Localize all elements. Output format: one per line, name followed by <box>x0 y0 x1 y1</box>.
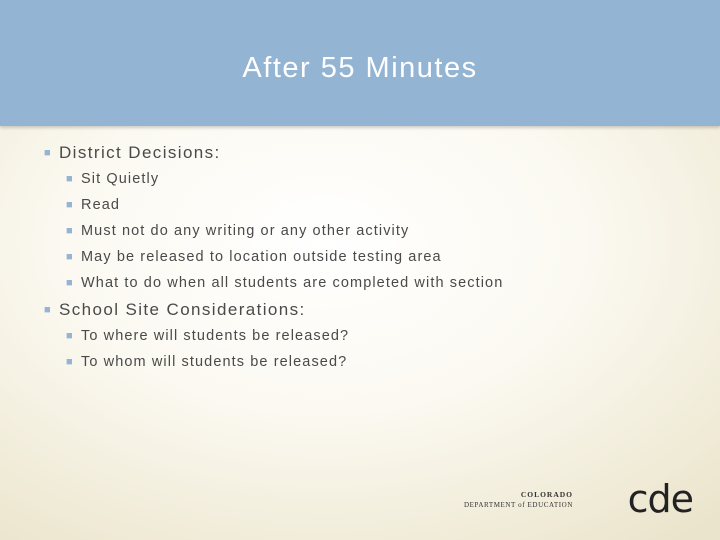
bullet-label: District Decisions: <box>59 143 221 162</box>
title-banner <box>0 0 720 126</box>
square-bullet-icon: ■ <box>66 173 74 185</box>
logo-line-colorado: COLORADO <box>520 490 573 499</box>
sub-bullet <box>66 192 684 218</box>
sub-bullet <box>66 244 684 270</box>
square-bullet-icon: ■ <box>66 199 74 211</box>
bullet-school-site-considerations <box>44 297 684 323</box>
bullet-district-decisions <box>44 140 684 166</box>
cde-logo <box>463 477 693 521</box>
sub-bullet <box>66 349 684 375</box>
square-bullet-icon: ■ <box>66 251 74 263</box>
sub-bullet-text: To where will students be released? <box>81 328 350 344</box>
sub-bullet-text: To whom will students be released? <box>81 354 348 370</box>
sub-bullet-text: May be released to location outside testing area <box>81 249 442 265</box>
bullet-label: School Site Considerations: <box>59 300 306 319</box>
square-bullet-icon: ■ <box>66 225 74 237</box>
sub-bullet <box>66 323 684 349</box>
logo-line-department: DEPARTMENT of EDUCATION <box>463 501 573 509</box>
slide-title: After 55 Minutes <box>242 52 478 84</box>
sub-bullet <box>66 166 684 192</box>
sub-bullet-text: Read <box>81 197 121 213</box>
sub-bullet <box>66 270 684 296</box>
square-bullet-icon: ■ <box>44 147 53 159</box>
square-bullet-icon: ■ <box>44 304 53 316</box>
sub-bullet-text: Sit Quietly <box>81 171 160 187</box>
sub-bullet <box>66 218 684 244</box>
bullet-list <box>44 140 684 375</box>
square-bullet-icon: ■ <box>66 356 74 368</box>
square-bullet-icon: ■ <box>66 330 74 342</box>
square-bullet-icon: ■ <box>66 277 74 289</box>
logo-wordmark <box>464 490 573 510</box>
logo-mark-cde: cde <box>627 477 693 521</box>
sub-bullet-text: Must not do any writing or any other activity <box>81 223 410 239</box>
sub-bullet-text: What to do when all students are completed with section <box>81 275 504 291</box>
